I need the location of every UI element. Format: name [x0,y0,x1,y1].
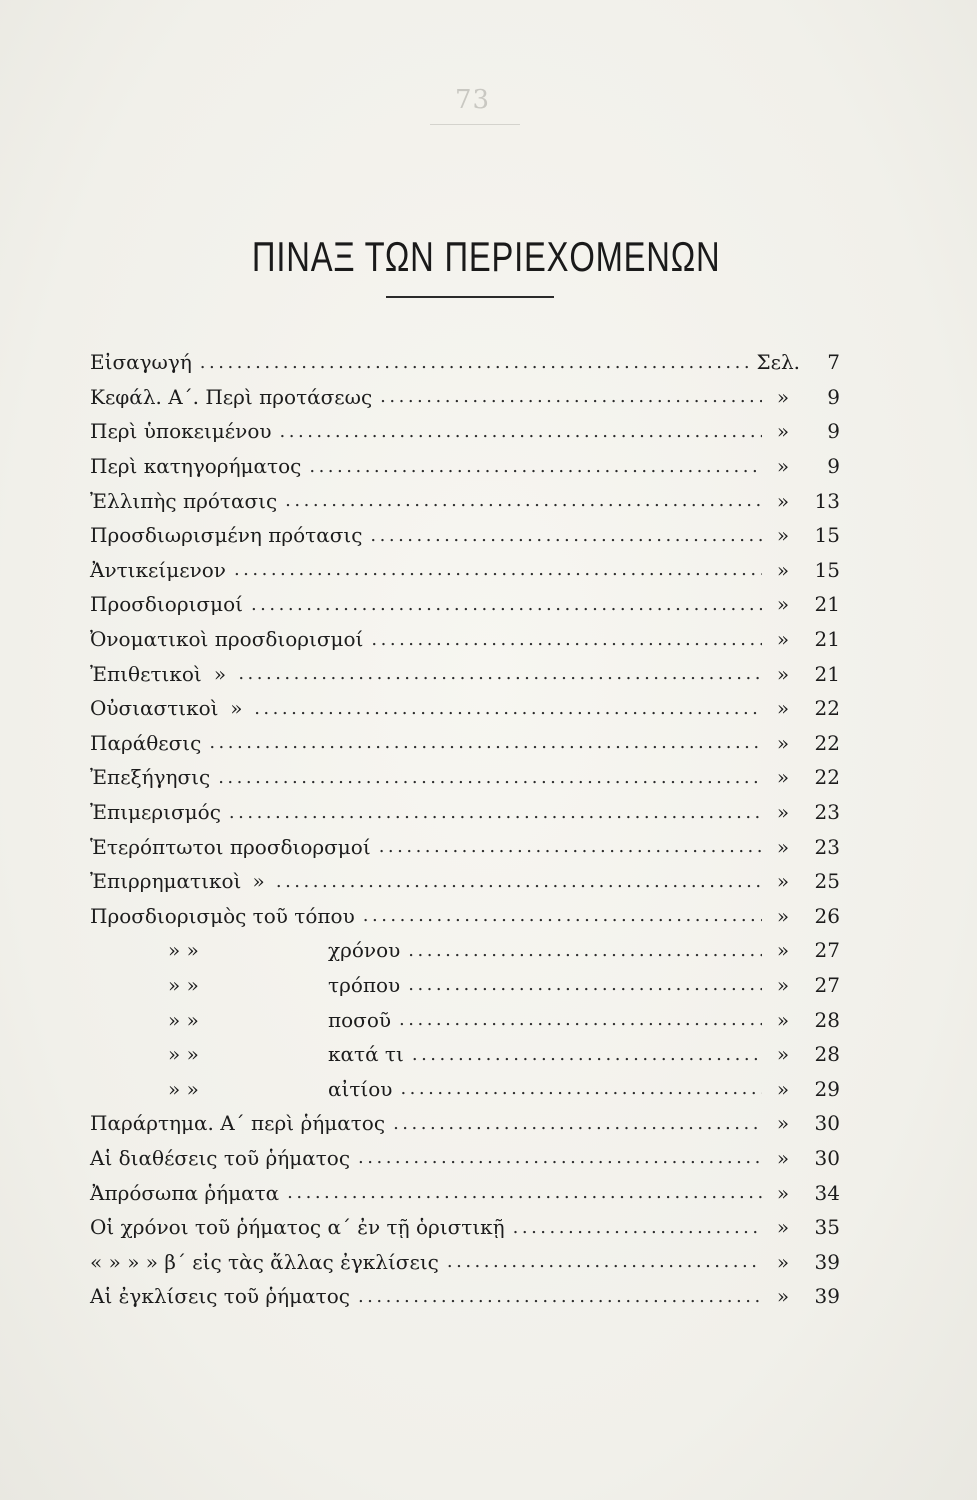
toc-entry-page-mark: » [776,869,790,894]
dot-leader [200,352,753,373]
toc-entry-page-number: 13 [814,488,840,513]
toc-entry [90,864,840,899]
toc-entry-title [90,696,223,720]
dot-leader [363,905,762,926]
toc-entry-text: Αἱ διαθέσεις τοῦ ῥήματος [90,1145,351,1170]
dot-leader [380,386,762,407]
toc-entry-page-number: 7 [827,350,840,375]
dot-leader [371,629,762,650]
toc-entry-text: Ἐπεξήγησις [90,765,211,790]
toc-entry [90,933,840,968]
toc-entry-ditto-prefix: » » [168,1007,199,1032]
toc-entry-ditto-prefix: » » [168,1076,199,1101]
page-title: ΠΙΝΑΞ ΤΩΝ ΠΕΡΙΕΧΟΜΕΝΩΝ [251,233,721,281]
dot-leader [412,1044,762,1065]
dot-leader [393,1113,762,1134]
toc-entry-text: Ἐπιθετικοὶ [90,661,202,686]
toc-entry-page-mark: » [776,972,790,997]
toc-entry-page-number: 21 [814,627,840,652]
toc-entry-text: Ὀνοματικοὶ προσδιορισμοί [90,627,364,652]
toc-entry-title [90,800,225,824]
toc-entry-text: Παράθεσις [90,730,202,755]
toc-entry-text: Ἀπρόσωπα ῥήματα [90,1180,280,1205]
toc-entry-page-mark: » [776,592,790,617]
toc-entry-ditto: » [252,869,265,894]
toc-entry-page-mark: » [776,765,790,790]
toc-entry [90,414,840,449]
toc-entry-page-number: 39 [814,1284,840,1309]
toc-entry-text: κατά τι [328,1042,404,1067]
toc-entry-page-mark: » [776,834,790,859]
toc-entry-title [90,1181,283,1205]
toc-entry-page-number: 28 [814,1007,840,1032]
toc-entry-page-number: 35 [814,1215,840,1240]
dot-leader [358,1286,762,1307]
dot-leader [218,767,762,788]
dot-leader [280,421,762,442]
toc-entry [90,656,840,691]
toc-entry-page-mark: » [776,454,790,479]
bleed-through-page-number: 73 [455,85,491,115]
toc-entry [90,795,840,830]
toc-entry-ditto-prefix: » » [168,972,199,997]
toc-entry-page-mark: » [776,1076,790,1101]
dot-leader [399,1009,762,1030]
toc-entry [90,1002,840,1037]
toc-entry-page-number: 27 [814,938,840,963]
toc-entry-title [90,592,247,616]
dot-leader [251,594,762,615]
toc-entry-page-number: 21 [814,592,840,617]
toc-entry [90,449,840,484]
toc-entry [90,829,840,864]
toc-entry [90,587,840,622]
toc-entry-page-mark: » [776,1180,790,1205]
toc-entry-page-mark: » [776,488,790,513]
dot-leader [238,663,762,684]
toc-entry-title [90,1077,396,1101]
dot-leader [276,871,762,892]
toc-entry-page-mark: » [776,557,790,582]
toc-entry-text: Ἐλλιπὴς πρότασις [90,488,278,513]
toc-entry-page-mark: » [776,384,790,409]
bleed-through-rule [430,124,520,125]
toc-entry-page-mark: » [776,938,790,963]
toc-entry-text: Κεφάλ. Α΄. Περὶ προτάσεως [90,384,373,409]
dot-leader [285,490,762,511]
toc-entry [90,1210,840,1245]
toc-entry-page-mark: Σελ. [756,350,800,375]
toc-entry-text: τρόπου [328,972,401,997]
toc-entry-page-number: 9 [827,419,840,444]
toc-entry-page-number: 15 [814,523,840,548]
toc-entry-page-number: 30 [814,1111,840,1136]
table-of-contents [90,345,840,1314]
toc-entry-page-number: 9 [827,384,840,409]
toc-entry-page-mark: » [776,1042,790,1067]
toc-entry-title [90,489,281,513]
toc-entry-ditto-prefix: » » [168,1042,199,1067]
toc-entry-text: « » » » β΄ εἰς τὰς ἄλλας ἐγκλίσεις [90,1249,439,1274]
toc-entry-page-number: 9 [827,454,840,479]
toc-entry-text: Ἑτερόπτωτοι προσδιορσμοί [90,834,371,859]
toc-entry-ditto: » [213,661,227,686]
dot-leader [400,1078,762,1099]
toc-entry-page-mark: » [776,661,790,686]
dot-leader [447,1251,762,1272]
toc-entry-page-number: 23 [814,834,840,859]
toc-entry-title [90,973,404,997]
toc-entry-title [90,765,214,789]
dot-leader [379,836,762,857]
toc-entry [90,1279,840,1314]
toc-entry-title [90,835,375,859]
toc-entry-page-mark: » [776,419,790,444]
toc-entry-title [90,1215,509,1239]
toc-entry-title [90,419,276,443]
toc-entry [90,345,840,380]
toc-entry-text: Αἱ ἐγκλίσεις τοῦ ῥήματος [90,1284,350,1309]
toc-entry-text: ποσοῦ [328,1007,392,1032]
toc-entry-text: Προσδιορισμὸς τοῦ τόπου [90,903,355,928]
toc-entry-text: Παράρτημα. Α΄ περὶ ῥήματος [90,1111,386,1136]
toc-entry-title [90,385,376,409]
toc-entry-title [90,869,245,893]
toc-entry-text: Ἐπιρρηματικοὶ [90,869,242,894]
toc-entry [90,760,840,795]
toc-entry-page-number: 15 [814,557,840,582]
toc-entry-page-number: 39 [814,1249,840,1274]
toc-entry-page-number: 23 [814,800,840,825]
toc-entry-text: Οὐσιαστικοὶ [90,696,219,721]
toc-entry [90,726,840,761]
toc-entry [90,899,840,934]
dot-leader [234,559,762,580]
toc-entry-page-number: 25 [814,869,840,894]
toc-entry-text: χρόνου [328,938,401,963]
toc-entry [90,1071,840,1106]
toc-entry-page-number: 28 [814,1042,840,1067]
toc-entry [90,1037,840,1072]
toc-entry-page-number: 26 [814,903,840,928]
toc-entry-page-mark: » [776,1111,790,1136]
toc-entry-page-number: 29 [814,1076,840,1101]
toc-entry-text: Προσδιορισμοί [90,592,243,617]
toc-entry-ditto: » [230,696,243,721]
toc-entry-page-mark: » [776,1145,790,1170]
toc-entry-page-mark: » [776,696,790,721]
toc-entry-page-mark: » [776,1249,790,1274]
toc-entry-title [90,1042,408,1066]
toc-entry-page-mark: » [776,903,790,928]
toc-entry [90,518,840,553]
toc-entry-title [90,1111,389,1135]
toc-entry-page-mark: » [776,1284,790,1309]
toc-entry-page-mark: » [776,730,790,755]
toc-entry-title [90,904,359,928]
toc-entry-text: Περὶ ὑποκειμένου [90,419,272,444]
toc-entry-text: αἰτίου [328,1076,393,1101]
toc-entry-title [90,558,230,582]
dot-leader [209,732,762,753]
toc-entry-title [90,1146,354,1170]
toc-entry-text: Προσδιωρισμένη πρότασις [90,523,363,548]
toc-entry-text: Εἰσαγωγή [90,350,192,375]
toc-entry [90,380,840,415]
toc-entry-text: Ἀντικείμενον [90,557,226,582]
toc-entry-title [90,627,367,651]
dot-leader [513,1217,762,1238]
toc-entry [90,622,840,657]
toc-entry-page-mark: » [776,627,790,652]
dot-leader [370,525,762,546]
dot-leader [229,802,762,823]
toc-entry [90,1106,840,1141]
toc-entry-page-number: 22 [814,696,840,721]
toc-entry [90,553,840,588]
toc-entry-text: Ἐπιμερισμός [90,800,221,825]
toc-entry-page-mark: » [776,1215,790,1240]
toc-entry-ditto-prefix: » » [168,938,199,963]
toc-entry-title [90,523,366,547]
toc-entry-text: Οἱ χρόνοι τοῦ ῥήματος α΄ ἐν τῇ ὁριστικῇ [90,1215,505,1240]
dot-leader [358,1147,762,1168]
dot-leader [309,456,762,477]
dot-leader [287,1182,762,1203]
toc-entry-page-number: 34 [814,1180,840,1205]
toc-entry [90,1244,840,1279]
toc-entry-page-number: 22 [814,730,840,755]
toc-entry-page-mark: » [776,800,790,825]
toc-entry-page-number: 21 [814,661,840,686]
toc-entry-title [90,938,404,962]
toc-entry-title [90,662,206,686]
toc-entry-title [90,731,205,755]
toc-entry-page-number: 22 [814,765,840,790]
toc-entry [90,1141,840,1176]
toc-entry-page-mark: » [776,1007,790,1032]
toc-entry-title [90,1250,443,1274]
dot-leader [254,698,762,719]
toc-entry-title [90,1008,395,1032]
toc-entry-title [90,454,305,478]
toc-entry [90,483,840,518]
title-underline [386,296,554,298]
toc-entry-title [90,350,196,374]
dot-leader [408,974,762,995]
toc-entry-title [90,1284,354,1308]
dot-leader [408,940,762,961]
toc-entry-page-mark: » [776,523,790,548]
toc-entry-page-number: 27 [814,972,840,997]
toc-entry-text: Περὶ κατηγορήματος [90,454,302,479]
toc-entry [90,968,840,1003]
toc-entry-page-number: 30 [814,1145,840,1170]
toc-entry [90,691,840,726]
toc-entry [90,1175,840,1210]
